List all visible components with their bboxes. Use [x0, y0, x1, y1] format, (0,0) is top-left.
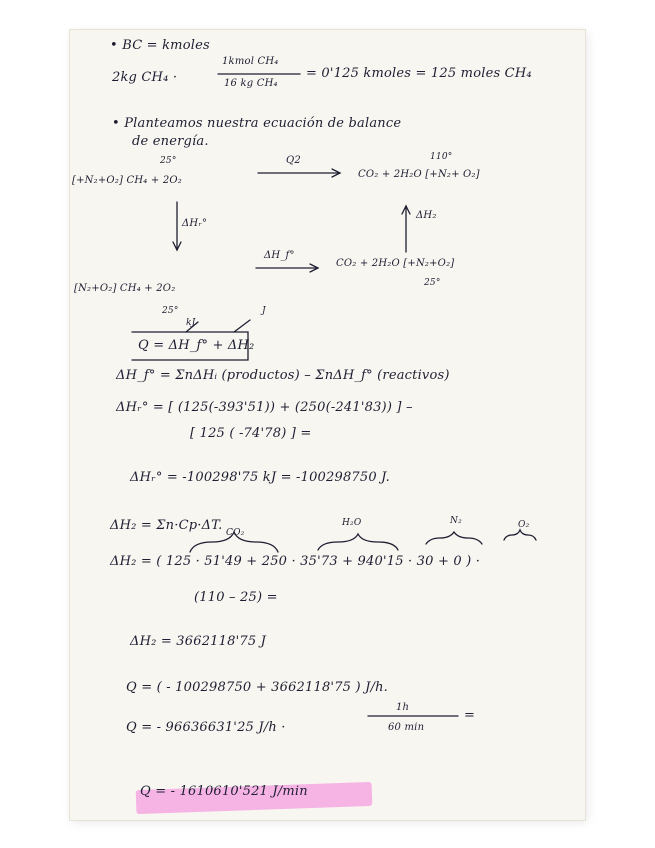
mass-term: 2kg CH₄ ·: [112, 70, 178, 85]
dhr-label: ΔHᵣ°: [182, 218, 208, 229]
dhr-calc-2: [ 125 ( -74'78) ] =: [190, 426, 312, 441]
dh2-result: ΔH₂ = 3662118'75 J: [130, 634, 267, 649]
temp-25-top: 25°: [160, 156, 177, 166]
dh2-delta-t: (110 – 25) =: [194, 590, 278, 605]
energy-balance-text: • Planteamos nuestra ecuación de balance: [112, 116, 402, 131]
label-o2: O₂: [518, 520, 530, 530]
label-co2: CO₂: [226, 528, 245, 538]
notebook-page: [70, 30, 585, 820]
reactants-top: [+N₂+O₂] CH₄ + 2O₂: [72, 175, 182, 186]
label-n2: N₂: [450, 516, 462, 526]
unit-j: J: [262, 306, 266, 316]
fraction-2-equals: =: [464, 708, 476, 723]
q2-label: Q2: [286, 155, 301, 166]
moles-result: = 0'125 kmoles = 125 moles CH₄: [306, 66, 532, 81]
products-bottom: CO₂ + 2H₂O [+N₂+O₂]: [336, 258, 455, 269]
final-result: Q = - 1610610'521 J/min: [140, 784, 308, 799]
label-h2o: H₂O: [342, 518, 362, 528]
basis-line: • BC = kmoles: [110, 38, 210, 53]
q-equation-1: Q = ( - 100298750 + 3662118'75 ) J/h.: [126, 680, 388, 695]
fraction-2-numerator: 1h: [396, 702, 410, 713]
dh2-sum: ΔH₂ = ( 125 · 51'49 + 250 · 35'73 + 940'15 · 30 + 0 ) ·: [110, 554, 481, 569]
dhr-result: ΔHᵣ° = -100298'75 kJ = -100298750 J.: [130, 470, 390, 485]
temp-25-right: 25°: [424, 278, 441, 288]
temp-25-box: 25°: [162, 306, 179, 316]
energy-balance-text-2: de energía.: [132, 134, 209, 149]
boxed-equation: Q = ΔH_f° + ΔH₂: [138, 338, 255, 353]
fraction-1-denominator: 16 kg CH₄: [224, 78, 278, 89]
products-top: CO₂ + 2H₂O [+N₂+ O₂]: [358, 169, 480, 180]
fraction-1-numerator: 1kmol CH₄: [222, 56, 279, 67]
reactants-bottom: [N₂+O₂] CH₄ + 2O₂: [74, 283, 176, 294]
dhf-mid-label: ΔH_f°: [264, 250, 295, 261]
dhr-calc-1: ΔHᵣ° = [ (125(-393'51)) + (250(-241'83)) ] –: [116, 400, 413, 415]
unit-kj: kJ: [186, 318, 196, 328]
dh2-definition: ΔH₂ = Σn·Cp·ΔT.: [110, 518, 223, 533]
q-equation-2: Q = - 96636631'25 J/h ·: [126, 720, 286, 735]
temp-110: 110°: [430, 152, 453, 162]
fraction-2-denominator: 60 min: [388, 722, 425, 733]
dh2-up-label: ΔH₂: [416, 210, 437, 221]
dhf-definition: ΔH_f° = ΣnΔHᵢ (productos) – ΣnΔH_f° (reactivos): [116, 368, 450, 383]
